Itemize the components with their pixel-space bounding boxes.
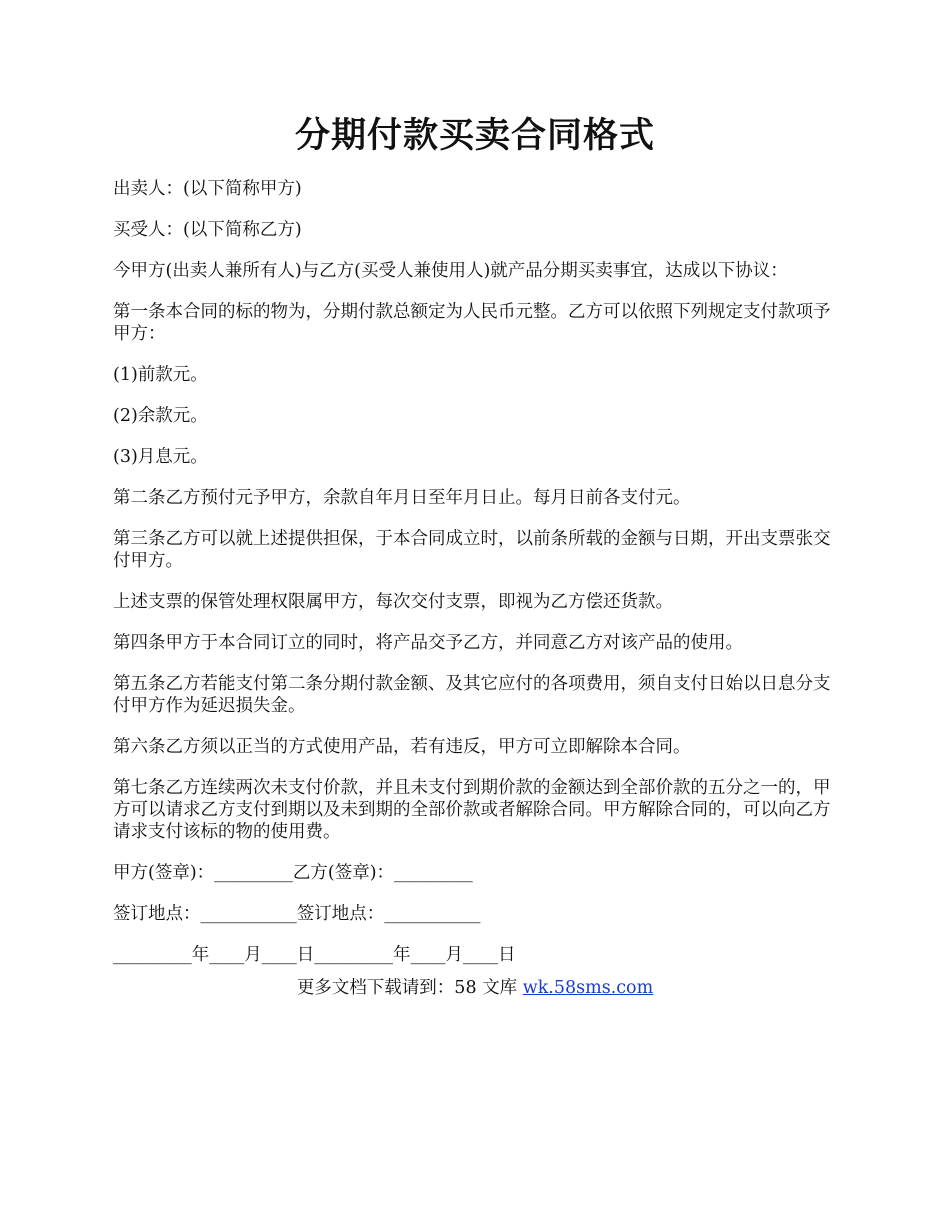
- cheque-clause: 上述支票的保管处理权限属甲方，每次交付支票，即视为乙方偿还货款。: [113, 592, 673, 612]
- signing-place-line: 签订地点：___________签订地点：___________: [113, 904, 481, 924]
- article-2: 第二条乙方预付元予甲方，余款自年月日至年月日止。每月日前各支付元。: [113, 488, 691, 508]
- signing-date-line: _________年____月____日_________年____月____日: [113, 945, 516, 965]
- document-body: [113, 178, 843, 985]
- document-title: 分期付款买卖合同格式: [294, 115, 655, 156]
- article-3: 第三条乙方可以就上述提供担保，于本合同成立时，以前条所载的金额与日期，开出支票张交付甲方。: [113, 529, 831, 571]
- article-5: 第五条乙方若能支付第二条分期付款金额、及其它应付的各项费用，须自支付日始以日息分支付甲方作为延迟损失金。: [113, 674, 831, 716]
- buyer-line: 买受人：(以下简称乙方): [113, 220, 302, 240]
- download-footer: [0, 976, 950, 1000]
- footer-text: 更多文档下载请到：58 文库: [296, 978, 523, 998]
- article-7: 第七条乙方连续两次未支付价款，并且未支付到期价款的金额达到全部价款的五分之一的，甲方可以请求乙方支付到期以及未到期的全部价款或者解除合同。甲方解除合同的，可以向乙方请求支付该标的物的使用费。: [113, 778, 831, 842]
- seller-line: 出卖人：(以下简称甲方): [113, 179, 302, 199]
- article-6: 第六条乙方须以正当的方式使用产品，若有违反，甲方可立即解除本合同。: [113, 737, 691, 757]
- agreement-intro: 今甲方(出卖人兼所有人)与乙方(买受人兼使用人)就产品分期买卖事宜，达成以下协议：: [113, 261, 788, 281]
- article-1: 第一条本合同的标的物为，分期付款总额定为人民币元整。乙方可以依照下列规定支付款项予甲方：: [113, 302, 831, 344]
- payment-item-3: (3)月息元。: [113, 447, 208, 467]
- article-4: 第四条甲方于本合同订立的同时，将产品交予乙方，并同意乙方对该产品的使用。: [113, 633, 743, 653]
- payment-item-1: (1)前款元。: [113, 365, 208, 385]
- payment-item-2: (2)余款元。: [113, 406, 208, 426]
- signature-line: 甲方(签章)：_________乙方(签章)：_________: [113, 863, 473, 883]
- footer-link[interactable]: wk.58sms.com: [522, 978, 654, 998]
